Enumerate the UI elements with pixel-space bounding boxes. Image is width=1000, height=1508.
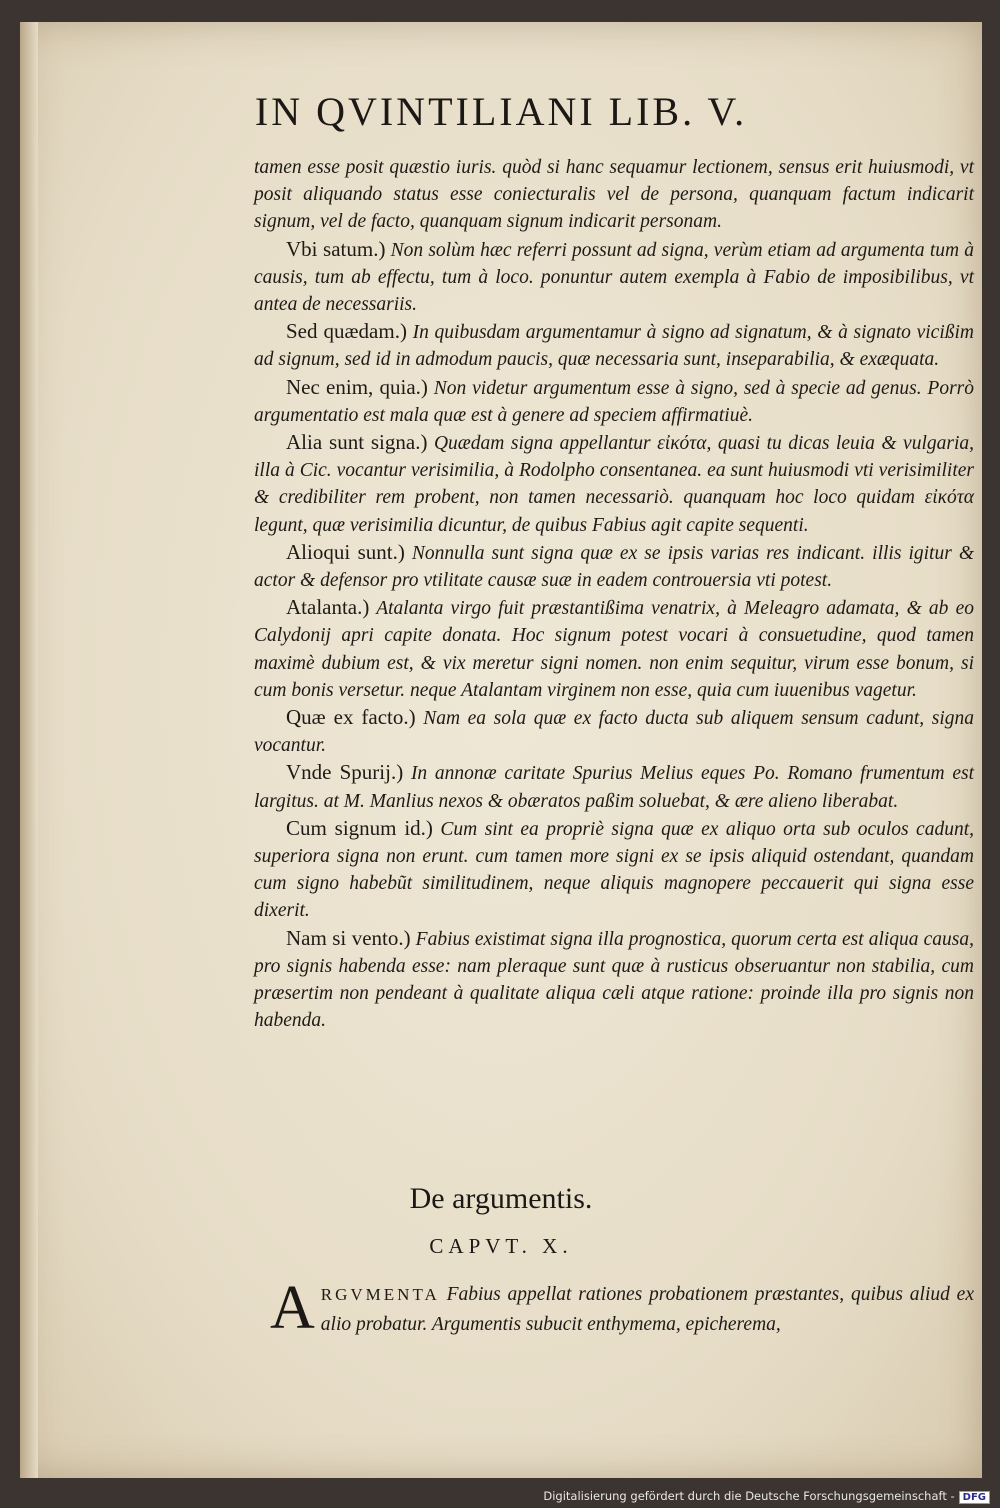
chapter-number: CAPVT. X. [429,1234,573,1258]
paragraph [254,154,974,236]
paragraph-text: Nam ea sola quæ ex facto ducta sub aliquem sensum cadunt, signa vocantur. [254,708,975,757]
commentary-body [254,154,974,1035]
paragraph-text: Quædam signa appellantur εἰκότα, quasi tu dicas leuia & vulgaria, illa à Cic. vocantur verisimilia, à Rodolpho consentanea. ea sunt huiusmodi vti verisimiliter & credibiliter rem probent, non tamen necessariò. quanquam hoc loco quidam εἰκότα legunt, quæ verisimilia dicuntur, de quibus Fabius agit capite sequenti. [254,433,975,536]
dfg-logo-icon: DFG [959,1491,990,1504]
lemma: Nec enim, quia.) [286,374,428,399]
running-title: IN QVINTILIANI LIB. V. [254,89,748,134]
lemma: Alia sunt signa.) [286,430,428,455]
lemma: Vbi satum.) [286,236,386,261]
paragraph-text: Cum sint ea propriè signa quæ ex aliquo orta sub oculos cadunt, superiora signa non erunt. cum tamen more signi ex se ipsis aliquid ostendant, quandam cum signo habebũt similitudinem, neque aliquis magnopere peccauerit qui signa esse dixerit. [254,818,975,922]
digitization-credit [543,1489,990,1504]
paragraph-text: In quibusdam argumentamur à signo ad signatum, & à signato vicißim ad signum, sed id in admodum paucis, quæ necessaria sunt, inseparabilia, & exæquata. [254,322,974,371]
paragraph [254,704,974,759]
paragraph [254,594,974,704]
paragraph [254,429,974,539]
lemma: Alioqui sunt.) [286,539,405,564]
chapter-opening [270,1274,974,1342]
paragraph-text: tamen esse posit quæstio iuris. quòd si hanc sequamur lectionem, sensus erit huiusmodi, vt posit aliquando status esse coniecturalis vel de persona, quanquam factum indicarit signum, vel de facto, quanquam signum indicarit personam. [254,157,974,233]
paragraph-text: Atalanta virgo fuit præstantißima venatrix, à Meleagro adamata, & ab eo Calydonij apri capite donata. Hoc signum potest vocari à consuetudine, quod tamen maximè dubium est, & vix meretur signi nomen. non enim sequitur, virum esse bonum, si cum bonis versetur. neque Atalantam virginem non esse, quia cum iuuenibus vagetur. [254,598,974,701]
paragraph [254,925,974,1035]
page-binding-edge [20,22,38,1478]
paragraph [254,815,974,925]
drop-capital: A [270,1274,315,1342]
lemma: Nam si vento.) [286,925,411,950]
book-page [20,22,982,1478]
paragraph-text: Non videtur argumentum esse à signo, sed à specie ad genus. Porrò argumentatio est mala quæ est à genere ad speciem affirmatiuè. [254,377,975,426]
paragraph-text: Fabius existimat signa illa prognostica, quorum certa est aliqua causa, pro signis habenda esse: nam pleraque sunt quæ à rusticus obseruantur non stabilia, cum præsertim non pendeant à qualitate aliqua cæli atque ratione: proinde illa pro signis non habenda. [254,928,974,1032]
lemma: Atalanta.) [286,595,370,620]
paragraph [254,539,974,594]
lemma: Sed quædam.) [286,319,407,344]
lemma: Vnde Spurij.) [286,760,404,785]
lemma: Quæ ex facto.) [286,705,416,730]
paragraph-text: Non solùm hæc referri possunt ad signa, verùm etiam ad argumenta tum à causis, tum ab effectu, tum à loco. ponuntur autem exempla à Fabio de imposibilibus, vt antea de necessariis. [254,239,975,316]
lemma: Cum signum id.) [286,815,433,840]
opening-small-caps: RGVMENTA [320,1285,440,1304]
paragraph [254,759,974,814]
footer-text: Digitalisierung gefördert durch die Deutsche Forschungsgemeinschaft - [543,1489,955,1503]
chapter-title: De argumentis. [409,1182,593,1215]
opening-text: Fabius appellat rationes probationem præstantes, quibus aliud ex alio probatur. Argumentis subucit enthymema, epicherema, [320,1284,974,1335]
paragraph-text: In annonæ caritate Spurius Melius eques Po. Romano frumentum est largitus. at M. Manlius nexos & obæratos paßim soluebat, & ære alieno liberabat. [254,763,975,812]
paragraph [254,236,974,319]
paragraph [254,374,974,429]
paragraph [254,318,974,373]
paragraph-text: Nonnulla sunt signa quæ ex se ipsis varias res indicant. illis igitur & actor & defensor pro vtilitate causæ suæ in eadem controuersia vti potest. [254,542,975,592]
